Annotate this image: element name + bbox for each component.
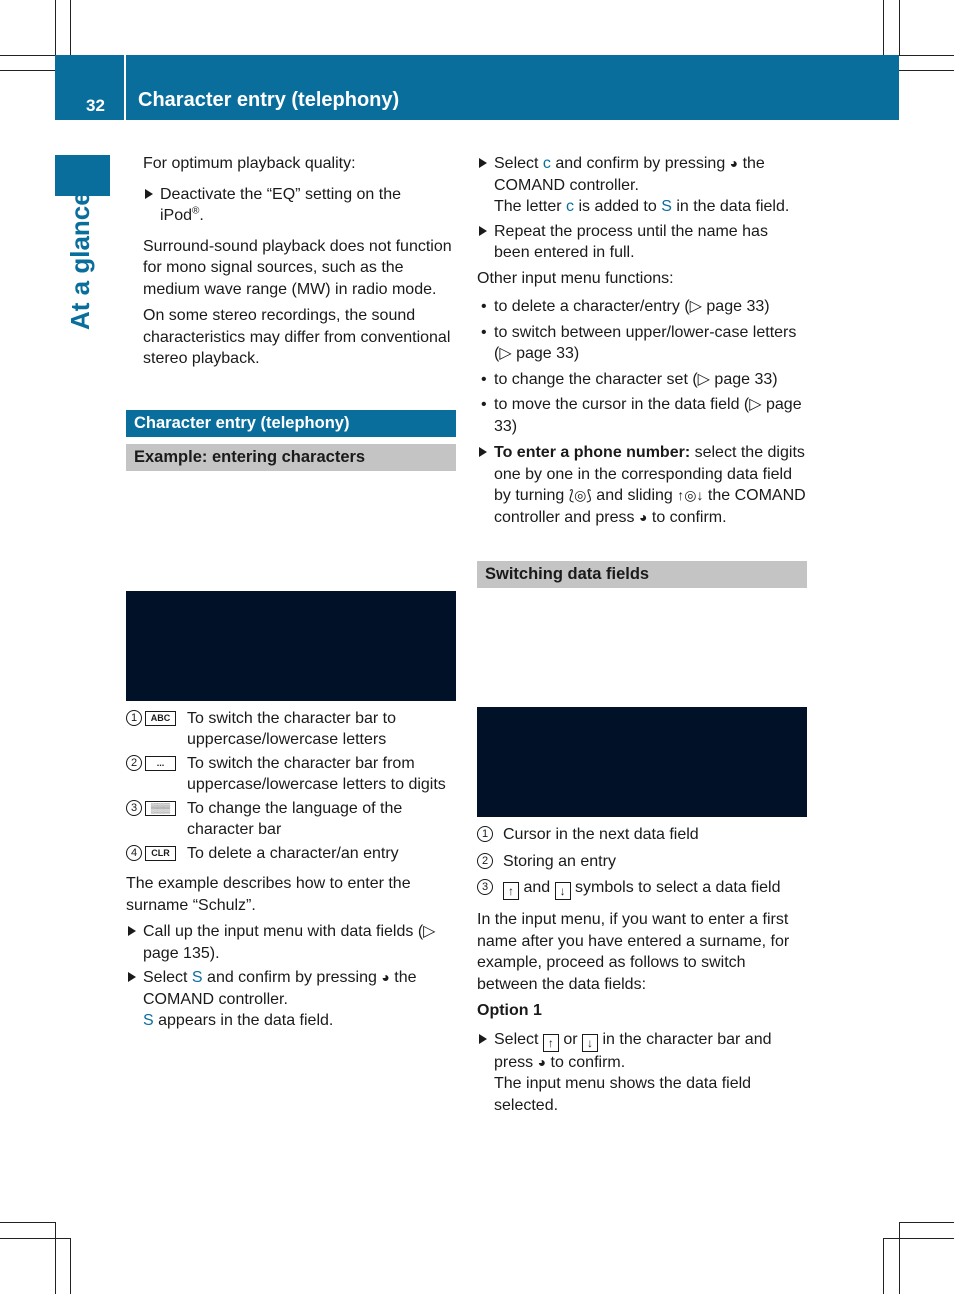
callout-item — [477, 851, 807, 873]
crop-mark — [70, 1238, 71, 1294]
paragraph: Other input menu functions: — [477, 269, 674, 287]
page-number: 32 — [86, 96, 105, 115]
callout-text: To switch the character bar from uppercase/lowercase letters to digits — [187, 754, 446, 793]
crop-mark — [899, 70, 954, 71]
letter-symbol: S — [191, 969, 203, 986]
crop-mark — [899, 1222, 900, 1294]
controller-press-icon: ◕ — [537, 1053, 547, 1070]
digits-key-icon: ... — [145, 756, 176, 771]
crop-mark — [0, 1238, 70, 1239]
crop-mark — [899, 55, 954, 56]
letter-symbol: c — [566, 198, 575, 215]
callout-item — [477, 824, 807, 846]
crop-mark — [899, 0, 900, 55]
callout-text: Cursor in the next data field — [503, 826, 699, 843]
list-item-text: to change the character set (▷ page 33) — [494, 370, 778, 388]
callout-number: 1 — [477, 826, 493, 842]
callout-text: symbols to select a data field — [570, 879, 781, 896]
callout-number: 3 — [126, 800, 142, 816]
header-divider — [124, 55, 126, 120]
crop-mark — [883, 0, 884, 55]
controller-press-icon: ◕ — [638, 508, 648, 525]
arrow-down-icon: ↓ — [555, 882, 571, 900]
controller-slide-icon: ↑◎↓ — [677, 487, 704, 503]
paragraph: The example describes how to enter the surname “Schulz”. — [126, 875, 411, 914]
step-text: and confirm by pressing — [550, 155, 730, 172]
arrow-down-icon: ↓ — [582, 1034, 598, 1052]
controller-turn-icon: ⟅◎⟆ — [568, 487, 592, 503]
step-text: Select — [494, 155, 543, 172]
step-text: Deactivate the “EQ” setting on the — [160, 185, 402, 203]
callout-item — [477, 877, 807, 900]
clr-key-icon: CLR — [145, 846, 176, 861]
registered-mark: ® — [192, 205, 200, 217]
result-text: in the data field. — [671, 198, 790, 215]
callout-text: and — [519, 879, 555, 896]
step-text: Repeat the process until the name has been entered in full. — [494, 222, 768, 261]
instruction-step — [126, 967, 456, 1032]
crop-mark — [883, 1238, 884, 1294]
paragraph: Surround-sound playback does not function for mono signal sources, such as the medium wave range (MW) in radio mode. — [143, 237, 452, 298]
list-item-text: to move the cursor in the data field (▷ page 33) — [494, 396, 802, 435]
right-column — [477, 153, 807, 1116]
instruction-step — [477, 153, 807, 218]
arrow-up-icon: ↑ — [503, 882, 519, 900]
step-bold-text: To enter a phone number: — [494, 444, 691, 461]
abc-key-icon: ABC — [145, 711, 176, 726]
result-text: The letter — [494, 198, 567, 215]
instruction-step — [143, 184, 456, 227]
list-item-text: to switch between upper/lower-case letters (▷ page 33) — [494, 323, 797, 362]
letter-symbol: S — [143, 1012, 154, 1029]
callout-text: To switch the character bar to uppercase/lowercase letters — [187, 709, 396, 748]
result-text: The input menu shows the data field selected. — [494, 1075, 752, 1114]
step-text: to confirm. — [647, 508, 727, 526]
callout-number: 2 — [477, 853, 493, 869]
subsection-heading: Switching data fields — [477, 561, 807, 588]
step-text: the COMAND controller. — [143, 969, 417, 1008]
step-text: Select — [143, 969, 192, 986]
step-text: Select — [494, 1030, 543, 1048]
step-text: in the character bar and press — [494, 1030, 772, 1071]
option-heading: Option 1 — [477, 1002, 542, 1019]
list-item — [477, 394, 807, 437]
callout-item — [126, 753, 456, 796]
step-text: Call up the input menu with data fields (▷ page 135). — [143, 923, 436, 962]
result-text: appears in the data field. — [153, 1012, 334, 1029]
callout-number: 3 — [477, 879, 493, 895]
step-text: to confirm. — [546, 1053, 626, 1071]
crop-mark — [70, 0, 71, 55]
crop-mark — [899, 1222, 954, 1223]
paragraph: In the input menu, if you want to enter a first name after you have entered a surname, for example, proceed as follows to switch between the data fields: — [477, 911, 790, 993]
instruction-step — [477, 1029, 807, 1117]
list-item — [477, 369, 807, 391]
letter-symbol: c — [542, 155, 551, 172]
callout-number: 4 — [126, 845, 142, 861]
callout-text: To change the language of the character bar — [187, 799, 403, 838]
instruction-step — [126, 921, 456, 964]
callout-number: 1 — [126, 710, 142, 726]
controller-press-icon: ◕ — [381, 969, 390, 985]
letter-symbol: S — [661, 198, 672, 215]
callout-item — [126, 708, 456, 751]
controller-press-icon: ◕ — [729, 155, 739, 171]
side-section-label: At a glance — [65, 191, 95, 330]
step-text: or — [558, 1030, 583, 1048]
display-screen-image — [126, 591, 456, 701]
callout-item — [126, 798, 456, 841]
instruction-step — [477, 442, 807, 528]
callout-text: Storing an entry — [503, 852, 616, 870]
language-key-icon: ▒▒▒ — [145, 801, 176, 816]
callout-item — [126, 843, 456, 865]
callout-number: 2 — [126, 755, 142, 771]
callout-text: To delete a character/an entry — [187, 844, 399, 862]
crop-mark — [0, 70, 55, 71]
step-text: and sliding — [591, 487, 678, 504]
section-heading: Character entry (telephony) — [126, 410, 456, 437]
crop-mark — [55, 0, 56, 55]
step-text: . — [199, 207, 204, 224]
subsection-heading: Example: entering characters — [126, 444, 456, 471]
left-column — [126, 153, 456, 1032]
step-text: the COMAND controller. — [494, 155, 765, 194]
step-text: the COMAND controller and press — [494, 487, 806, 526]
page-title: Character entry (telephony) — [138, 89, 400, 111]
crop-mark — [0, 55, 55, 56]
crop-mark — [0, 1222, 55, 1223]
result-text: is added to — [574, 198, 662, 215]
list-item — [477, 296, 807, 318]
list-item — [477, 322, 807, 365]
display-screen-image — [477, 707, 807, 817]
instruction-step — [477, 221, 807, 264]
crop-mark — [883, 1238, 954, 1239]
list-item-text: to delete a character/entry (▷ page 33) — [494, 298, 770, 315]
arrow-up-icon: ↑ — [543, 1034, 559, 1052]
step-text: select the digits one by one in the corresponding data field by turning — [494, 444, 805, 504]
step-text: and confirm by pressing — [202, 969, 382, 986]
paragraph: For optimum playback quality: — [143, 155, 356, 172]
step-text: iPod — [160, 207, 193, 224]
paragraph: On some stereo recordings, the sound characteristics may differ from conventional stereo playback. — [143, 307, 451, 367]
crop-mark — [55, 1222, 56, 1294]
